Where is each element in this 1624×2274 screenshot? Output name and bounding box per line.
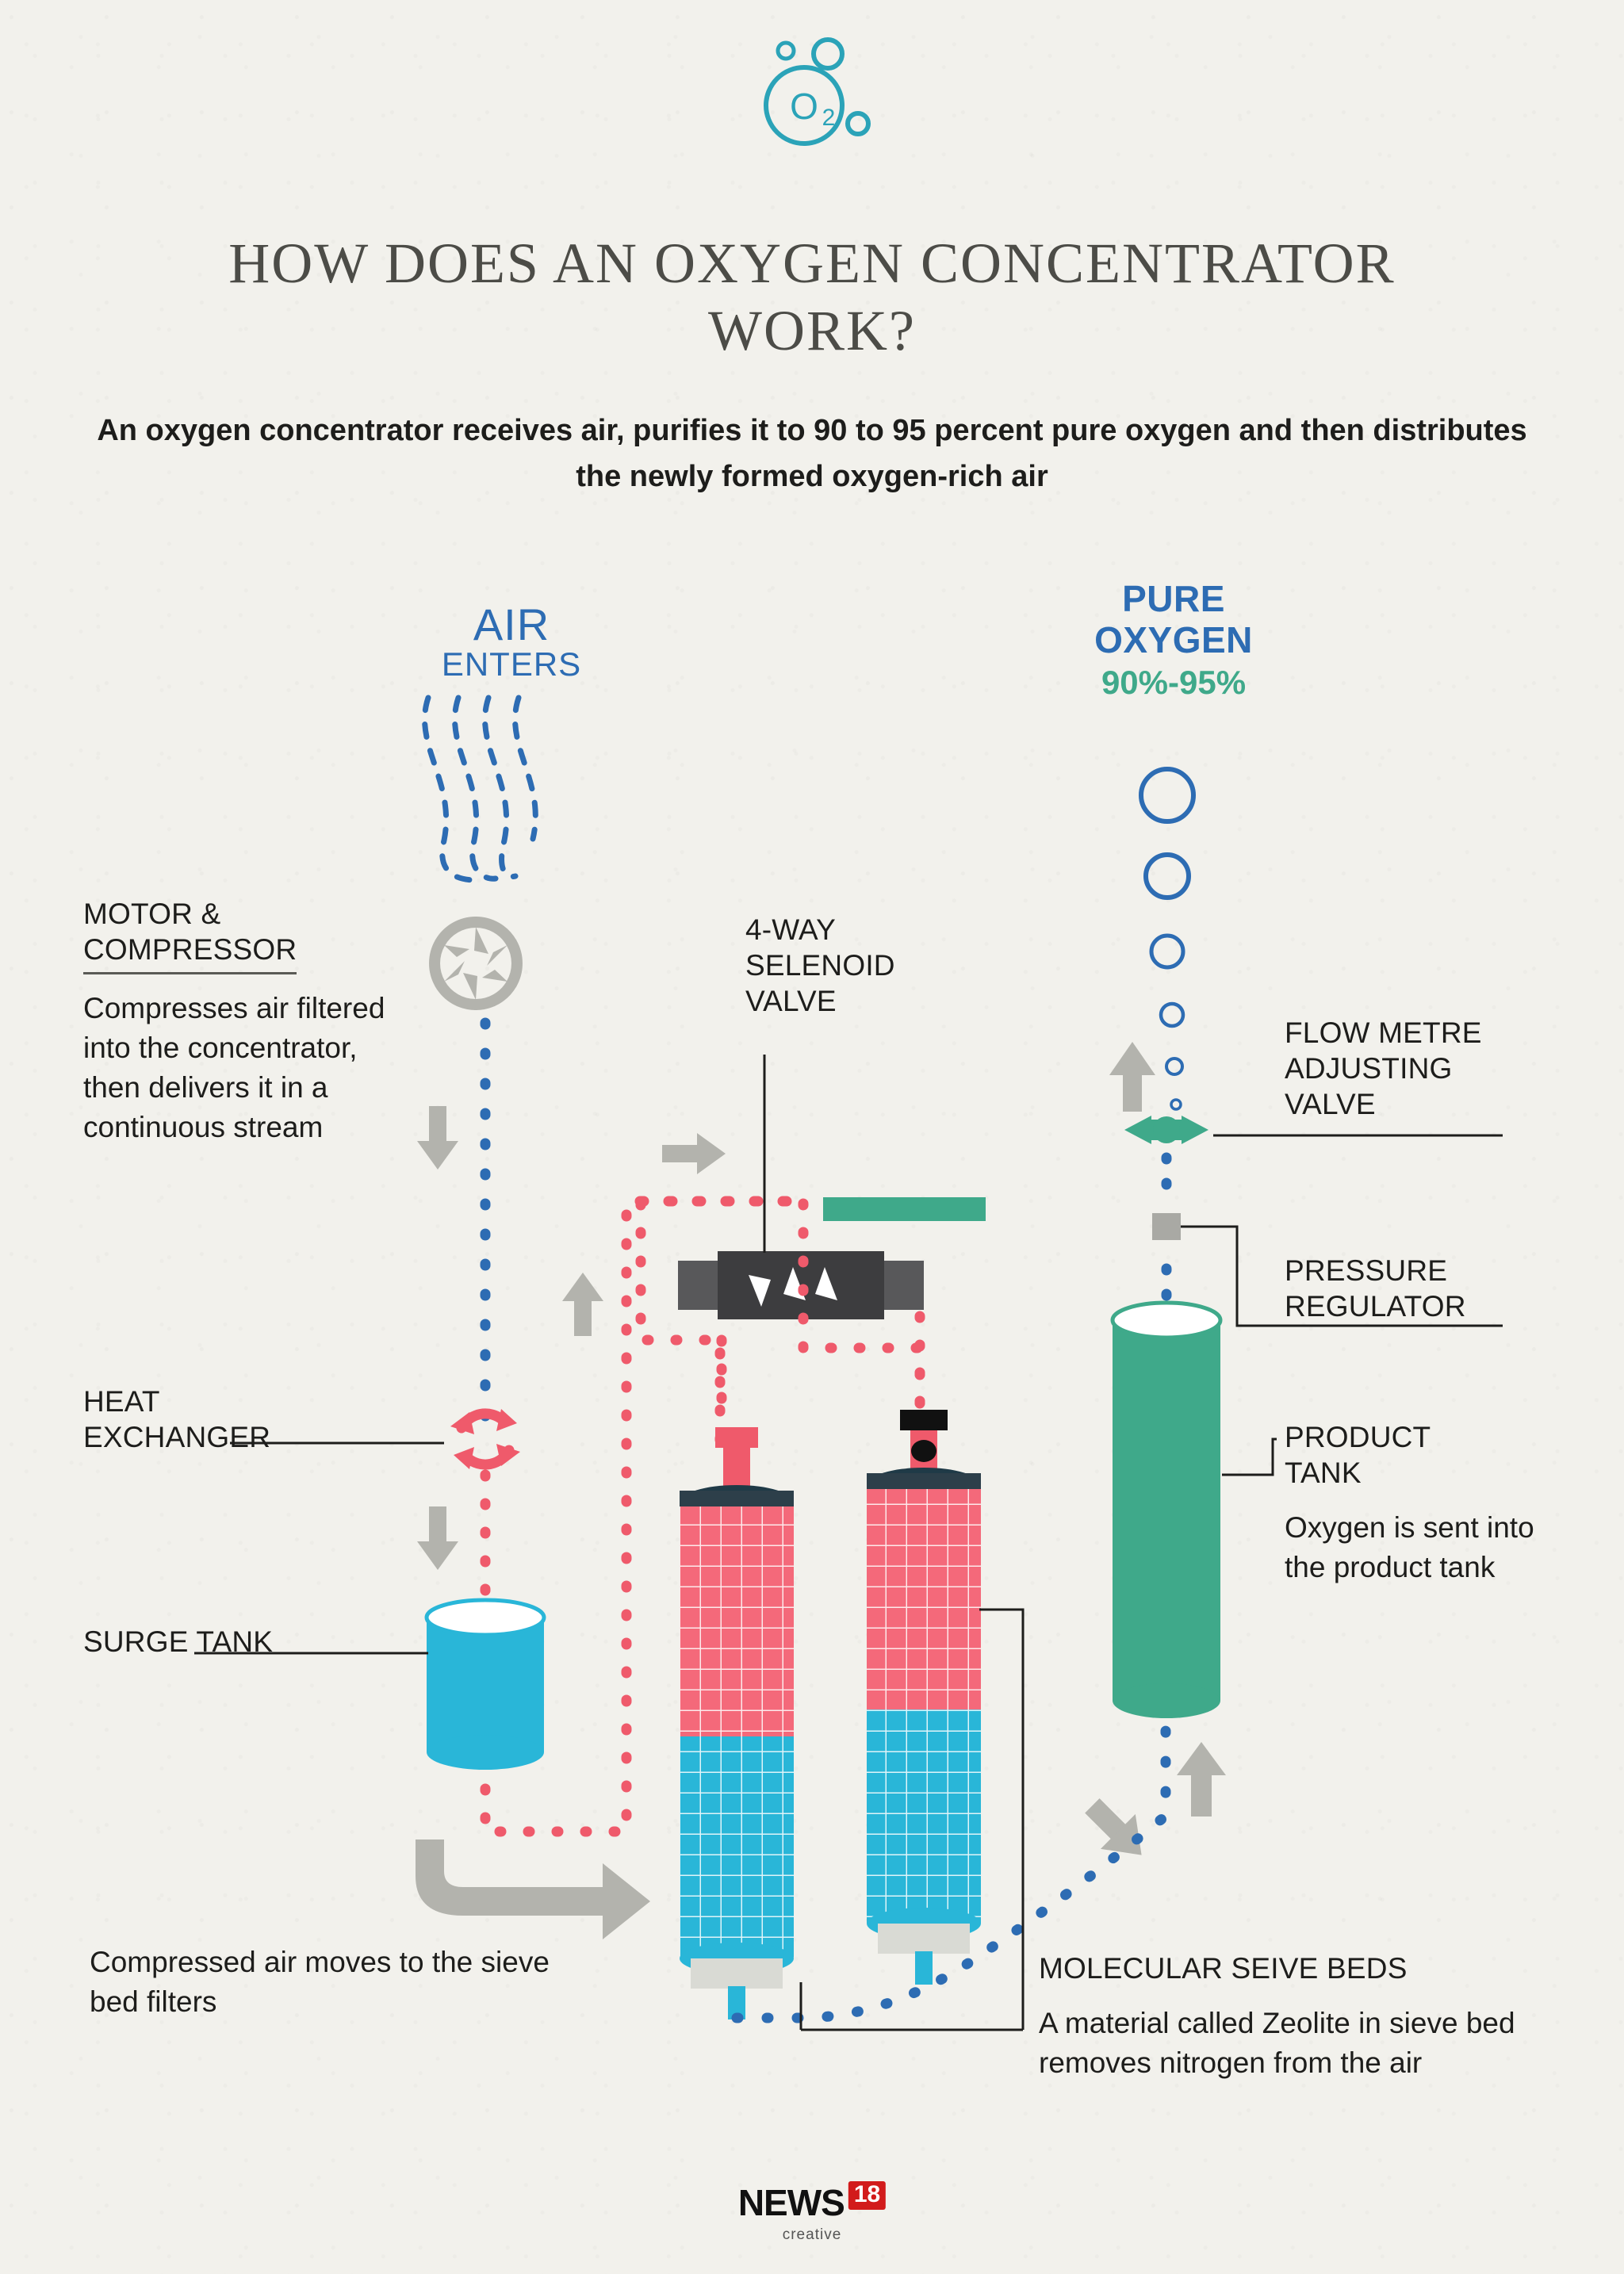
valve-red-connectors [641,1204,920,1443]
product-tank [1113,1303,1220,1718]
valve-line1: 4-WAY [745,913,837,946]
page-subtitle: An oxygen concentrator receives air, purifies it to 90 to 95 percent pure oxygen and then distributes the newly formed oxygen-rich air [97,414,1527,493]
oxygen-bubbles [1141,769,1193,1109]
surge-tank [427,1600,544,1770]
product-tank-body: Oxygen is sent into the product tank [1285,1511,1534,1584]
news18-brand: NEWS [737,2182,845,2223]
svg-text:2: 2 [822,105,836,131]
pure-oxygen-line1: PURE OXYGEN [1094,578,1253,660]
valve-line3: VALVE [745,985,837,1018]
pure-oxygen-percent: 90%-95% [1101,664,1247,702]
molecular-sieve-body: A material called Zeolite in sieve bed removes nitrogen from the air [1039,2007,1515,2080]
flow-metre-valve-icon [1124,1116,1208,1197]
product-tank-line2: TANK [1285,1457,1362,1490]
molecular-sieve-bed-left [680,1427,794,2019]
pressure-regulator-line2: REGULATOR [1285,1290,1466,1323]
news18-number: 18 [848,2181,886,2210]
flow-metre-line3: VALVE [1285,1088,1376,1121]
left-label-leaders [194,1443,444,1653]
heat-exchanger-line2: EXCHANGER [83,1421,271,1454]
product-tank-line1: PRODUCT [1285,1421,1431,1453]
valve-line2: SELENOID [745,949,895,982]
molecular-sieve-title: MOLECULAR SEIVE BEDS [1039,1952,1408,1985]
flow-metre-line2: ADJUSTING [1285,1052,1453,1085]
molecular-sieve-bed-right [867,1410,981,1985]
air-enters-line2: ENTERS [441,645,582,683]
surge-tank-label: SURGE TANK [83,1625,274,1658]
solenoid-valve [678,1197,986,1319]
motor-compressor-title-line2: COMPRESSOR [83,932,297,974]
air-inflow-lines [425,698,536,880]
label-leader-lines [1181,1135,1503,1475]
motor-compressor-title-line1: MOTOR & [83,898,221,930]
svg-text:O: O [790,86,818,127]
pressure-regulator-icon [1152,1213,1181,1316]
air-enters-line1: AIR [473,599,550,649]
compressor-fan-icon [435,922,517,1005]
motor-compressor-body: Compresses air filtered into the concentrator, then delivers it in a continuous stream [83,992,385,1144]
page-title: HOW DOES AN OXYGEN CONCENTRATOR WORK? [228,232,1396,362]
grey-flow-arrows [416,1042,1226,1939]
flow-metre-line1: FLOW METRE [1285,1016,1482,1049]
compressed-air-note-text: Compressed air moves to the sieve bed filters [90,1946,550,2018]
pressure-regulator-line1: PRESSURE [1285,1254,1448,1287]
news18-tagline: creative [782,2226,842,2243]
heat-exchanger-line1: HEAT [83,1385,160,1418]
heat-exchanger-icon [450,1409,520,1469]
